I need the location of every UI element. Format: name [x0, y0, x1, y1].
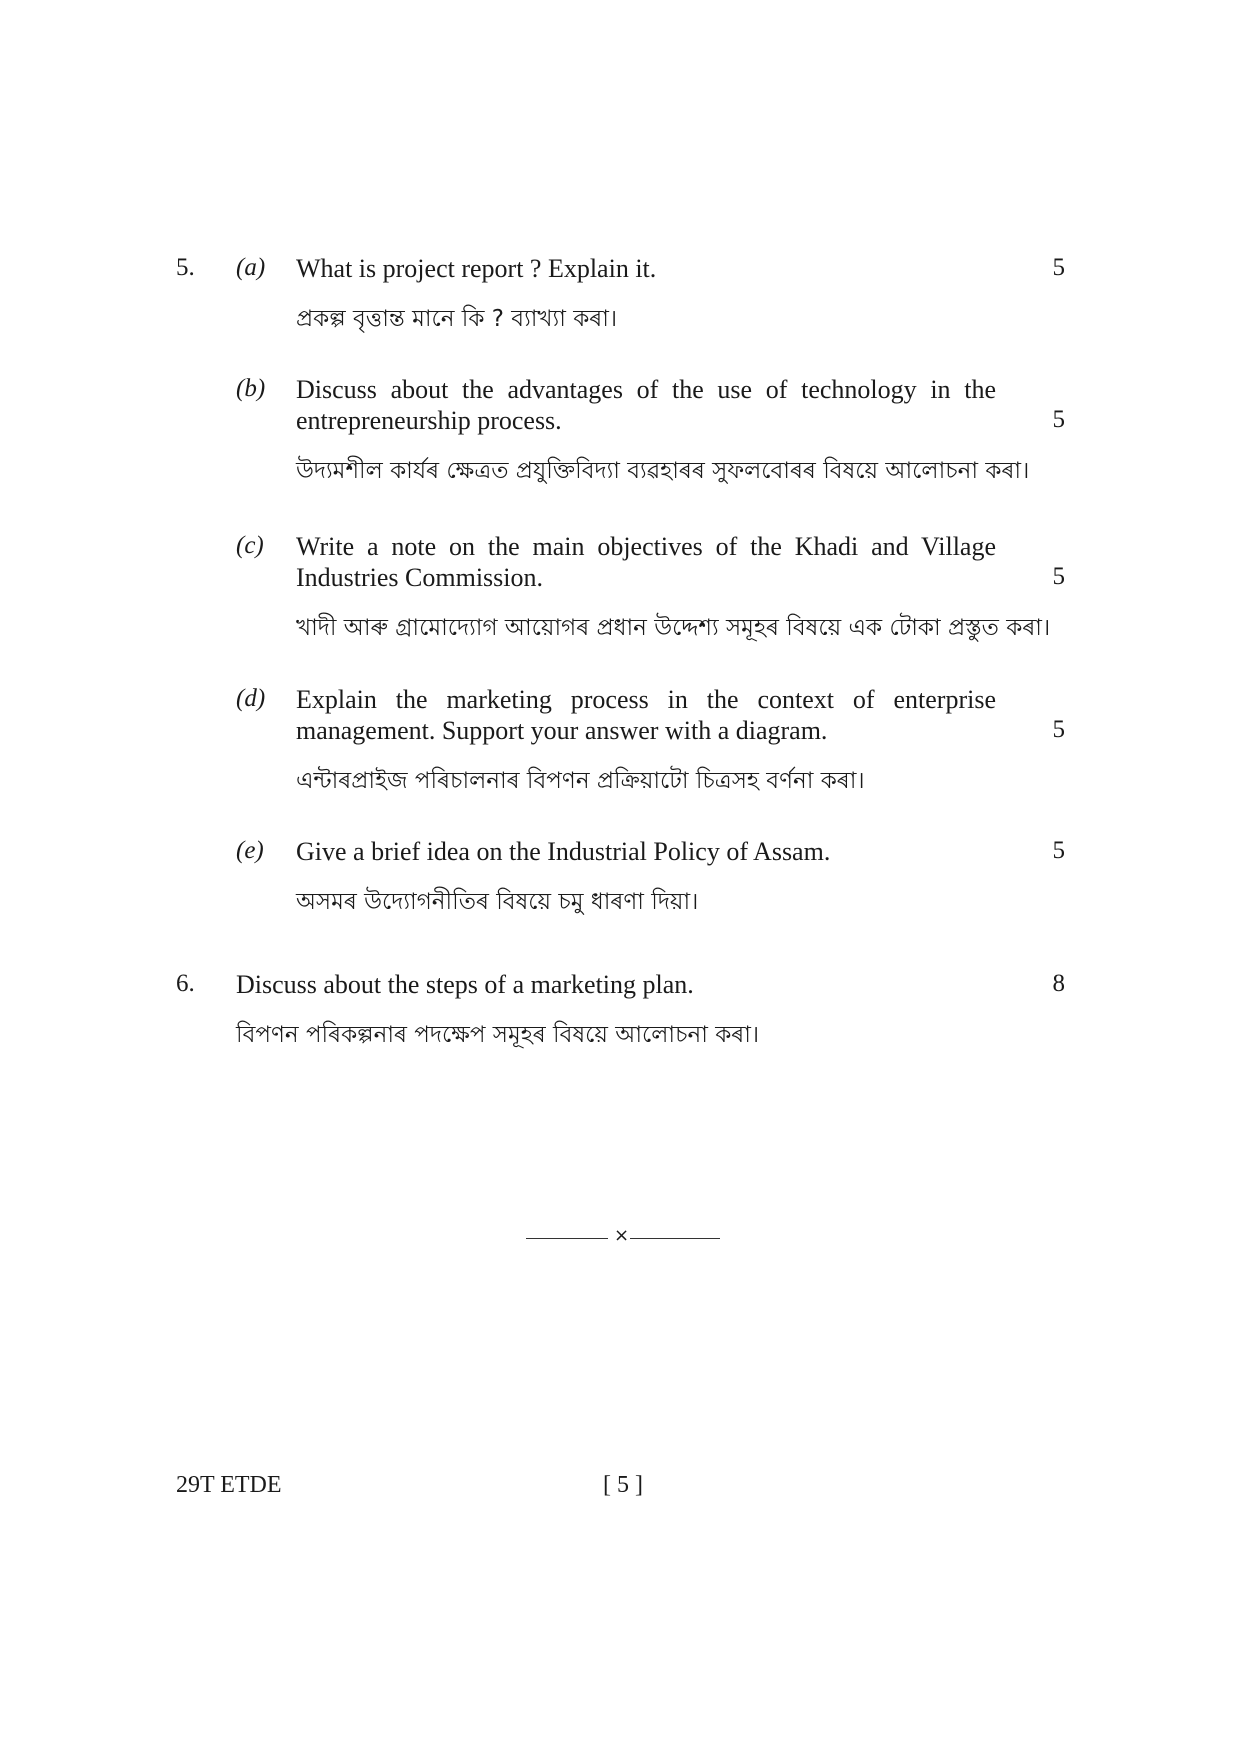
part-label-e: (e)	[236, 837, 264, 864]
question-5c-english: Write a note on the main objectives of the Khadi and Village Industries Commission.	[296, 532, 996, 592]
question-5a-english: What is project report ? Explain it.	[296, 254, 657, 283]
question-5c-marks: 5	[1052, 563, 1065, 590]
part-label-c: (c)	[236, 532, 264, 559]
question-5b-assamese: উদ্যমশীল কাৰ্যৰ ক্ষেত্ৰত প্ৰযুক্তিবিদ্যা ব্যৱহাৰৰ সুফলবোৰৰ বিষয়ে আলোচনা কৰা।	[296, 458, 1030, 484]
end-line-left	[526, 1238, 608, 1239]
end-of-paper-mark	[526, 1225, 720, 1248]
part-label-d: (d)	[236, 685, 266, 712]
part-label-a: (a)	[236, 254, 266, 281]
question-6-assamese: বিপণন পৰিকল্পনাৰ পদক্ষেপ সমূহৰ বিষয়ে আলোচনা কৰা।	[236, 1022, 760, 1048]
question-6-english: Discuss about the steps of a marketing plan.	[236, 970, 694, 999]
question-6-marks: 8	[1052, 970, 1065, 997]
question-5e-assamese: অসমৰ উদ্যোগনীতিৰ বিষয়ে চমু ধাৰণা দিয়া।	[296, 889, 699, 915]
question-5d-assamese: এন্টাৰপ্ৰাইজ পৰিচালনাৰ বিপণন প্ৰক্ৰিয়াটো চিত্ৰসহ বৰ্ণনা কৰা।	[296, 768, 865, 794]
question-5b-english: Discuss about the advantages of the use of technology in the entrepreneurship process.	[296, 375, 996, 435]
part-label-b: (b)	[236, 375, 266, 402]
question-5e-english: Give a brief idea on the Industrial Policy of Assam.	[296, 837, 831, 866]
question-5e-marks: 5	[1052, 837, 1065, 864]
question-number-5: 5.	[176, 254, 195, 281]
question-5a-marks: 5	[1052, 254, 1065, 281]
question-5b-marks: 5	[1052, 406, 1065, 433]
question-number-6: 6.	[176, 970, 195, 997]
question-5c-assamese: খাদী আৰু গ্ৰামোদ্যোগ আয়োগৰ প্ৰধান উদ্দেশ্য সমূহৰ বিষয়ে এক টোকা প্ৰস্তুত কৰা।	[296, 615, 1051, 641]
question-5a-assamese: প্ৰকল্প বৃত্তান্ত মানে কি ? ব্যাখ্যা কৰা।	[296, 306, 618, 332]
end-line-right	[630, 1238, 720, 1239]
question-5d-marks: 5	[1052, 716, 1065, 743]
paper-code: 29T ETDE	[176, 1472, 282, 1498]
page-number: [ 5 ]	[603, 1472, 643, 1498]
cross-icon: ×	[614, 1225, 630, 1246]
question-5d-english: Explain the marketing process in the context of enterprise management. Support your answer with a diagram.	[296, 685, 996, 745]
